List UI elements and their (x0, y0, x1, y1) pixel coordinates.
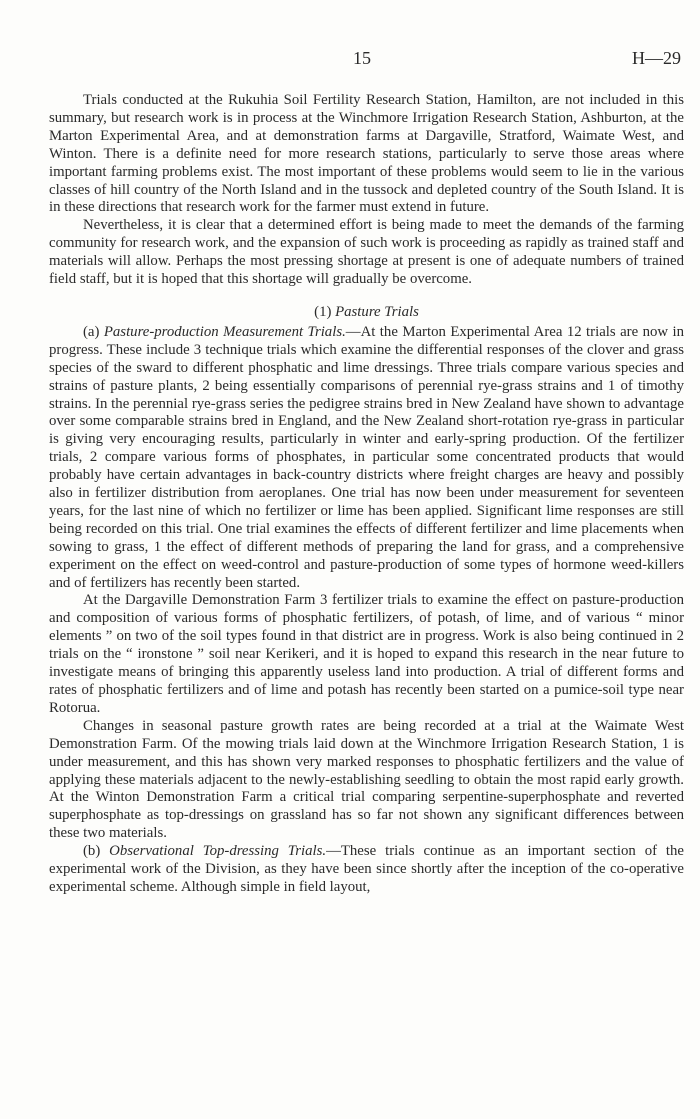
subsection-a-dash: — (345, 323, 361, 340)
paragraph-dargaville: At the Dargaville Demonstration Farm 3 fertilizer trials to examine the effect on pasture-production and composition of various forms of phosphatic fertilizers, of potash, of lime, and of various “ minor elements ” on two of the soil types found in that district are in progress. Work is also being continued in 2 trials on the “ ironstone ” soil near Kerikeri, and it is hoped to expand this research in the near future to investigate means of bringing this apparently useless land into production. A trial of different forms and rates of phosphatic fertilizers and of lime and potash has recently been started on a pumice-soil type near Rotorua. (49, 592, 684, 716)
document-reference: H—29 (632, 48, 681, 68)
section-title: Pasture Trials (335, 303, 419, 320)
subsection-b-label: (b) (83, 843, 101, 860)
page-body (49, 92, 684, 897)
paragraph-topdressing-text: These trials continue as an important section of the experimental work of the Division, as they have been since shortly after the inception of the co-operative experimental scheme. Although simple in field layout, (49, 843, 684, 895)
page-number: 15 (353, 48, 371, 68)
subsection-a-label: (a) (83, 323, 100, 340)
section-heading (49, 304, 684, 322)
subsection-a-title: Pasture-production Measurement Trials. (103, 323, 346, 340)
paragraph-measurement-trials (49, 324, 684, 593)
paragraph-marton-text: At the Marton Experimental Area 12 trials are now in progress. These include 3 technique trials which examine the differential responses of the clover and grass species of the sward to different phosphatic and lime dressings. Three trials compare various species and strains of pasture plants, 2 being essentially comparisons of perennial rye-grass strains and 1 of timothy strains. In the perennial rye-grass series the pedigree strains bred in New Zealand have shown to advantage over some comparable strains bred in England, and the New Zealand short-rotation rye-grass in particular is giving very encouraging results, particularly in winter and early-spring production. Of the fertilizer trials, 2 compare various forms of phosphates, in particular some concentrated products that would probably have certain advantages in back-country districts where freight charges are heavy and possibly also in fertilizer distribution from aeroplanes. One trial has now been under measurement for seventeen years, for the last nine of which no fertilizer or lime has been applied. Significant lime responses are still being recorded on this trial. One trial examines the effects of different fertilizer and lime placements when sowing to grass, 1 the effect of different methods of preparing the land for grass, and a comprehensive experiment on the effect on weed-control and pasture-production of some types of hormone weed-killers and of fertilizers has recently been started. (49, 323, 684, 591)
subsection-b-dash: — (326, 843, 341, 860)
paragraph-topdressing-trials (49, 843, 684, 897)
paragraph-seasonal-growth: Changes in seasonal pasture growth rates are being recorded at a trial at the Waimate West Demonstration Farm. Of the mowing trials laid down at the Winchmore Irrigation Research Station, 1 is under measurement, and this has shown very marked responses to phosphatic fertilizers and the value of applying these materials adjacent to the newly-establishing seedling to obtain the most rapid early growth. At the Winton Demonstration Farm a critical trial comparing serpentine-superphosphate and reverted superphosphate as top-dressings on grassland has so far not shown any significant differences between these two materials. (49, 717, 684, 842)
section-number: (1) (314, 303, 332, 320)
subsection-b-title: Observational Top-dressing Trials. (109, 843, 327, 860)
paragraph-research-stations: Trials conducted at the Rukuhia Soil Fertility Research Station, Hamilton, are not included in this summary, but research work is in process at the Winchmore Irrigation Research Station, Ashburton, at the Marton Experimental Area, and at demonstration farms at Dargaville, Stratford, Waimate West, and Winton. There is a definite need for more research stations, particularly to serve those areas where important farming problems exist. The most important of these problems would seem to lie in the various classes of hill country of the North Island and in the tussock and depleted country of the South Island. It is in these directions that research work for the farmer must extend in future. (49, 92, 684, 216)
page-header (0, 48, 700, 72)
paragraph-research-demands: Nevertheless, it is clear that a determined effort is being made to meet the demands of the farming community for research work, and the expansion of such work is proceeding as rapidly as trained staff and materials will allow. Perhaps the most pressing shortage at present is one of adequate numbers of trained field staff, but it is hoped that this shortage will gradually be overcome. (49, 217, 684, 288)
